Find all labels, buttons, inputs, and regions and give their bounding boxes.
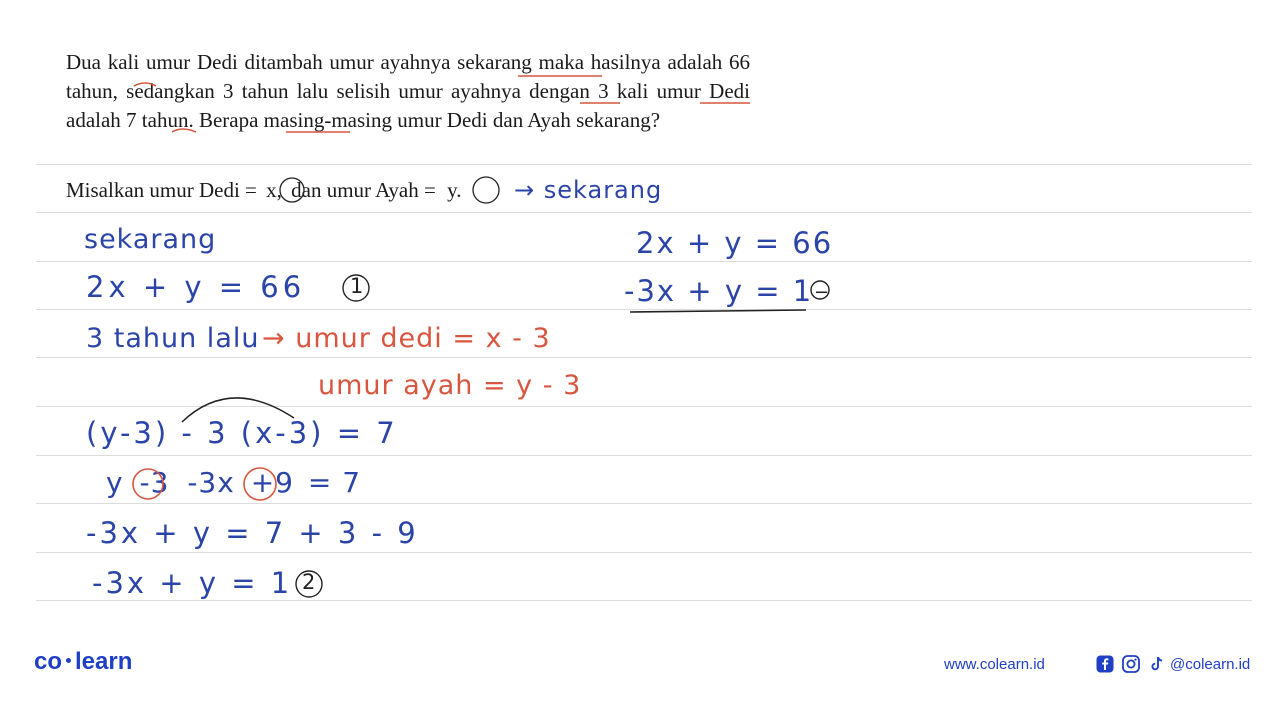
tiktok-icon[interactable] [1148,655,1166,673]
footer-url[interactable]: www.colearn.id [944,656,1045,673]
rule-line [36,552,1252,553]
rule-line [36,212,1252,213]
rule-line [36,164,1252,165]
rule-line [36,357,1252,358]
expression-step-2 [106,466,361,499]
expression-step-1: (y-3) - 3 (x-3) = 7 [86,416,398,450]
rule-line [36,309,1252,310]
var-y: y. [447,178,462,202]
equation-2: -3x + y = 1 [92,566,293,600]
equation-1: 2x + y = 66 [86,270,306,304]
expr2-equals-seven: = 7 [307,466,362,499]
rule-line [36,600,1252,601]
expr2-plus-nine: +9 [250,466,294,499]
circle-var-y [473,177,499,203]
footer-handle[interactable]: @colearn.id [1170,656,1251,673]
equation-1-tag: 1 [350,274,365,298]
elimination-eq-1: 2x + y = 66 [636,226,834,260]
colearn-logo: co learn [34,648,133,675]
note-umur-dedi: → umur dedi = x - 3 [262,323,551,354]
expr2-y: y [106,466,124,499]
note-3-tahun-lalu: 3 tahun lalu [86,323,260,354]
note-sekarang-arrow: → sekarang [514,176,663,204]
rule-line [36,455,1252,456]
expr2-minus-three-x: -3x [187,466,235,499]
note-sekarang: sekarang [84,224,217,255]
variable-setup [66,178,461,203]
setup-text-ayah: dan umur Ayah = [291,178,436,202]
note-umur-ayah: umur ayah = y - 3 [318,370,582,401]
rule-line [36,261,1252,262]
facebook-icon[interactable] [1096,655,1114,673]
elimination-eq-2: -3x + y = 1 [624,274,814,308]
rule-line [36,406,1252,407]
setup-text-dedi: Misalkan umur Dedi = [66,178,257,202]
elimination-operator: − [814,282,831,303]
var-x: x, [266,178,282,202]
expression-step-3: -3x + y = 7 + 3 - 9 [86,516,419,550]
elimination-rule [630,310,806,312]
rule-line [36,503,1252,504]
equation-2-tag: 2 [302,570,317,594]
problem-statement: Dua kali umur Dedi ditambah umur ayahnya sekarang maka hasilnya adalah 66 tahun, sedangkan 3 tahun lalu selisih umur ayahnya dengan 3 kali umur Dedi adalah 7 tahun. Berapa masing-masing umur Dedi dan Ayah sekarang? [66,50,750,132]
expr2-minus-three: -3 [139,466,170,499]
instagram-icon[interactable] [1122,655,1140,673]
